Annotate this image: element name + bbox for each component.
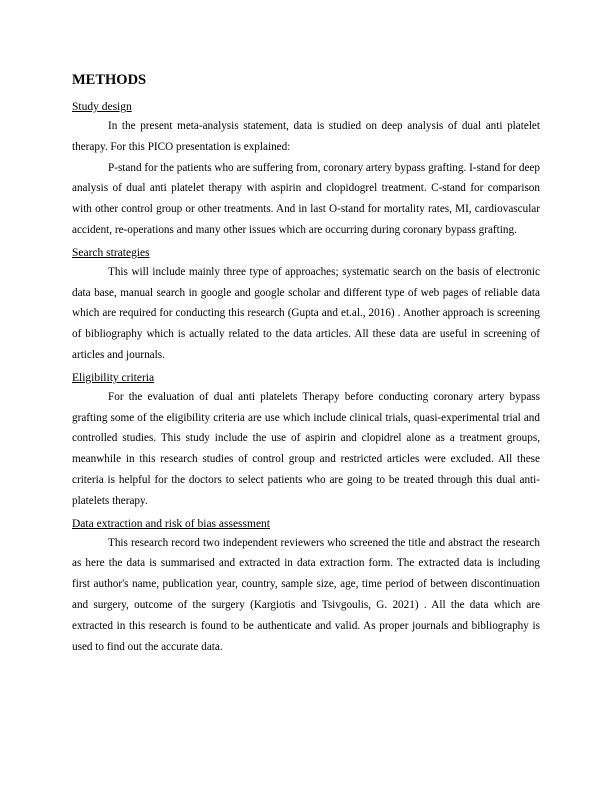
section-title: Search strategies — [72, 246, 150, 259]
section-study-design — [72, 100, 540, 241]
paragraph: In the present meta-analysis statement, data is studied on deep analysis of dual anti platelet therapy. For this PICO presentation is explained: — [72, 120, 540, 153]
paragraph: This research record two independent reviewers who screened the title and abstract the research as here the data is summarised and extracted in data extraction form. The extracted data is including first author's name, publication year, country, sample size, age, time period of between discontinuation and surgery, outcome of the surgery (Kargiotis and Tsivgoulis, G. 2021) . All the data which are extracted in this research is found to be authenticate and valid. As proper journals and bibliography is used to find out the accurate data. — [72, 536, 540, 653]
paragraph: This will include mainly three type of approaches; systematic search on the basis of electronic data base, manual search in google and google scholar and different type of web pages of reliable data which are required for conducting this research (Gupta and et.al., 2016) . Another approach is screening of bibliography which is actually related to the data articles. All these data are useful in screening of articles and journals. — [72, 265, 540, 361]
paragraph: For the evaluation of dual anti platelets Therapy before conducting coronary artery bypass grafting some of the eligibility criteria are use which include clinical trials, quasi-experimental trial and controlled studies. This study include the use of aspirin and clopidrel alone as a treatment groups, meanwhile in this research studies of control group and restricted articles were excluded. All these criteria is helpful for the doctors to select patients who are going to be treated through this dual anti-platelets therapy. — [72, 390, 540, 507]
section-title: Study design — [72, 101, 132, 113]
document-page — [72, 70, 540, 662]
section-search-strategies — [72, 246, 540, 366]
page-heading: METHODS — [72, 72, 147, 88]
section-eligibility-criteria — [72, 371, 540, 512]
section-data-extraction — [72, 517, 540, 658]
section-title: Data extraction and risk of bias assessment — [72, 517, 270, 530]
section-title: Eligibility criteria — [72, 371, 155, 384]
paragraph: P-stand for the patients who are suffering from, coronary artery bypass grafting. I-stand for deep analysis of dual anti platelet therapy with aspirin and clopidogrel treatment. C-stand for comparison with other control group or other treatments. And in last O-stand for mortality rates, MI, cardiovascular accident, re-operations and many other issues which are occurring during coronary bypass grafting. — [72, 161, 540, 236]
